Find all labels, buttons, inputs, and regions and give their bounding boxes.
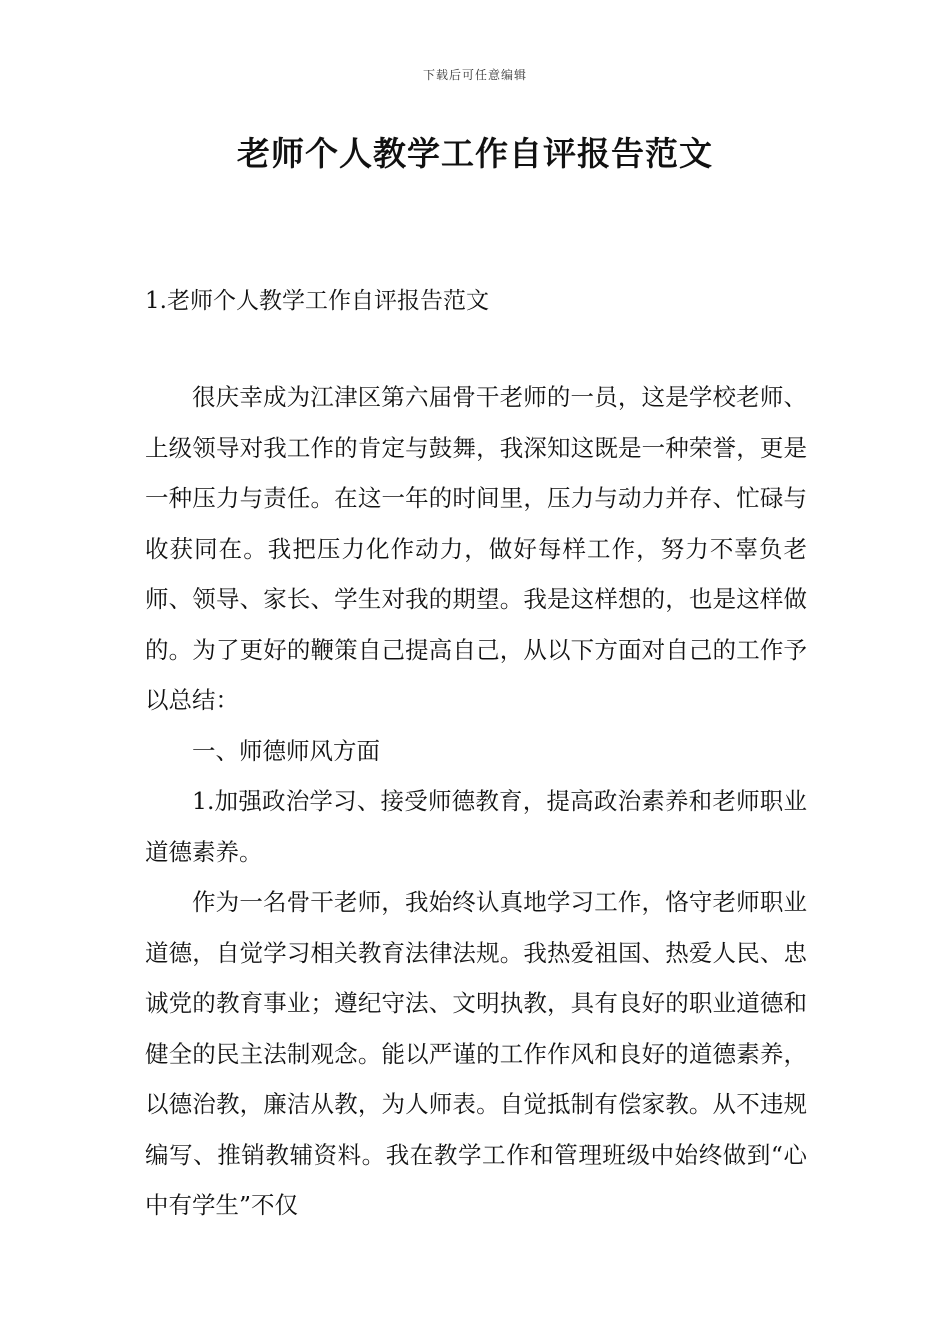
subheading-ethics: 一、师德师风方面 [192, 736, 380, 765]
paragraph-point-1: 1.加强政治学习、接受师德教育，提高政治素养和老师职业道德素养。 [145, 787, 807, 866]
section-heading: 1.老师个人教学工作自评报告范文 [145, 288, 489, 314]
header-note: 下载后可任意编辑 [422, 68, 527, 82]
paragraph-intro: 很庆幸成为江津区第六届骨干老师的一员，这是学校老师、上级领导对我工作的肯定与鼓舞，我深知这既是一种荣誉，更是一种压力与责任。在这一年的时间里，压力与动力并存、忙碌与收获同在。我把压力化作动力，做好每样工作，努力不辜负老师、领导、家长、学生对我的期望。我是这样想的，也是这样做的。为了更好的鞭策自己提高自己，从以下方面对自己的工作予以总结： [145, 383, 807, 714]
paragraph-ethics-detail: 作为一名骨干老师，我始终认真地学习工作，恪守老师职业道德，自觉学习相关教育法律法规。我热爱祖国、热爱人民、忠诚党的教育事业；遵纪守法、文明执教，具有良好的职业道德和健全的民主法制观念。能以严谨的工作作风和良好的道德素养，以德治教，廉洁从教，为人师表。自觉抵制有偿家教。从不违规编写、推销教辅资料。我在教学工作和管理班级中始终做到“心中有学生”不仅 [145, 888, 807, 1219]
document-body [145, 372, 807, 1231]
document-title: 老师个人教学工作自评报告范文 [237, 134, 713, 173]
